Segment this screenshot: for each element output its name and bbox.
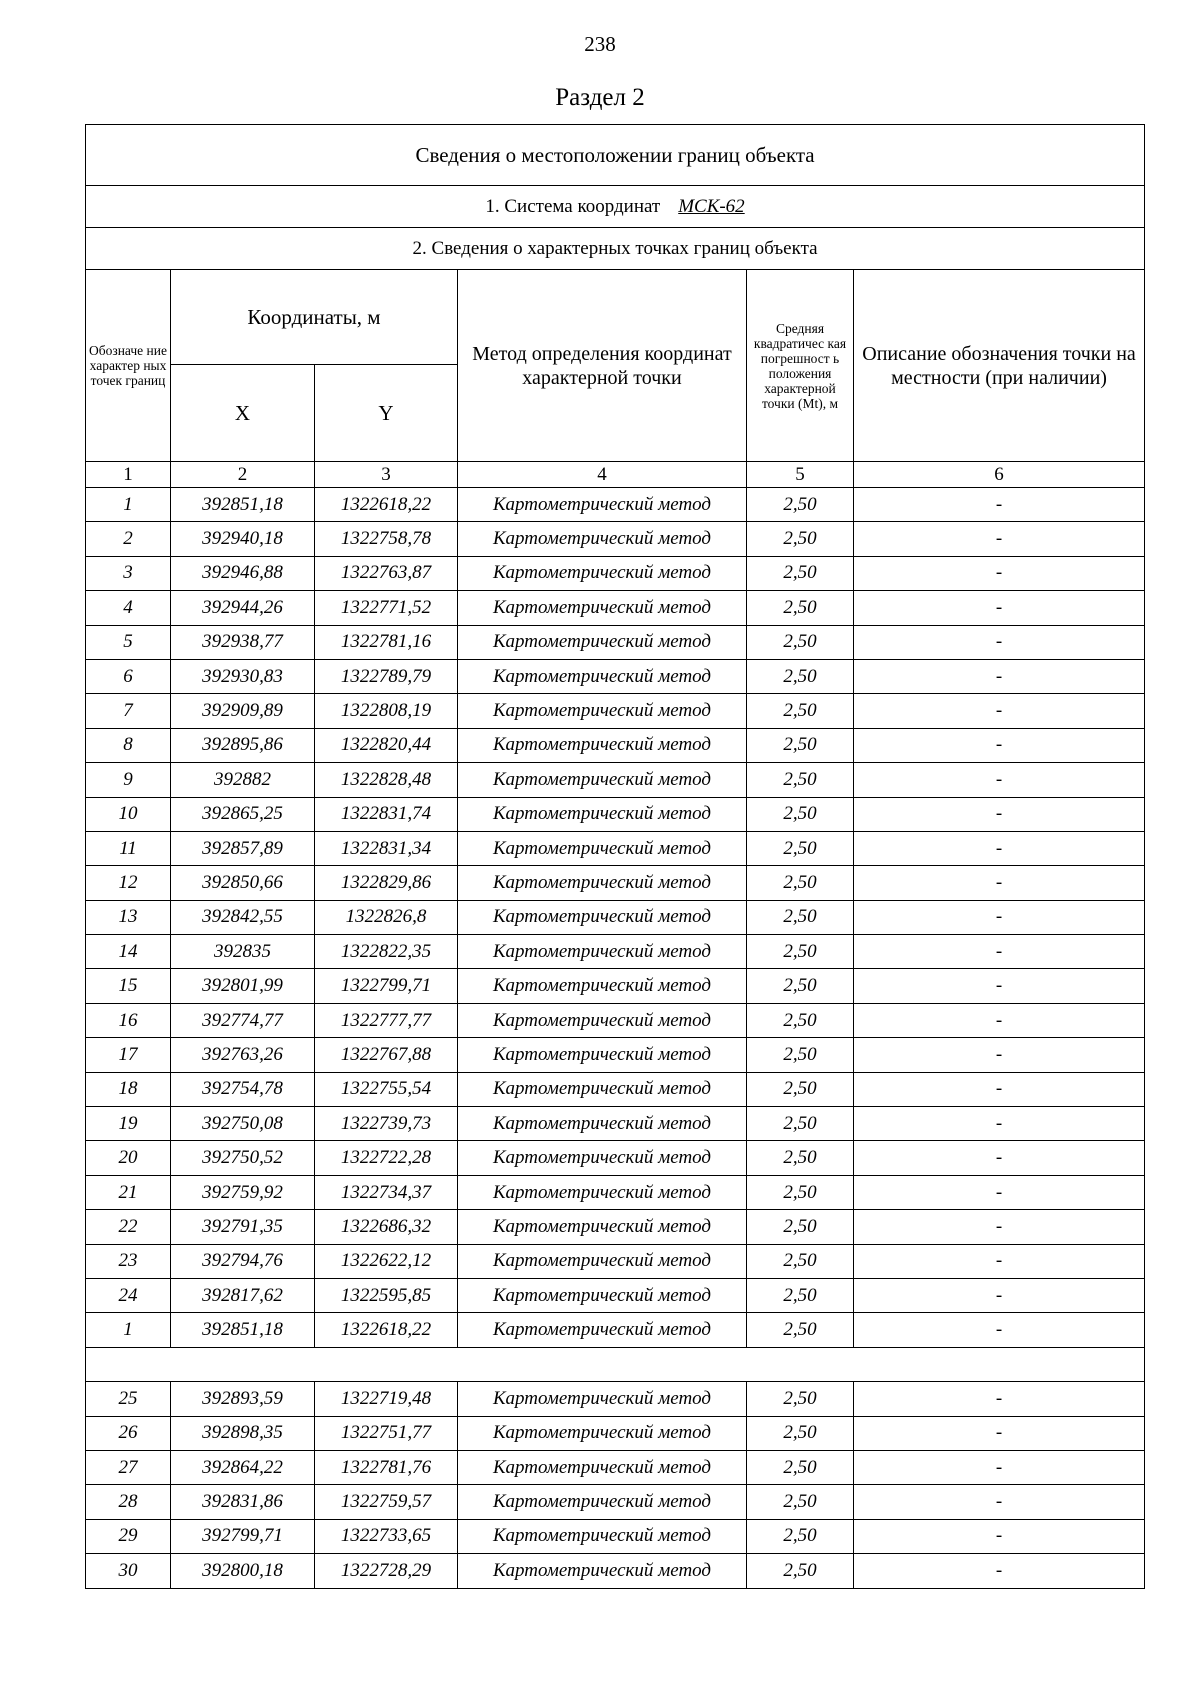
error-cell: 2,50 <box>747 522 854 556</box>
table-row <box>86 1554 1145 1588</box>
point-number-cell: 11 <box>86 831 171 865</box>
x-coordinate-cell: 392750,52 <box>171 1141 315 1175</box>
table-row <box>86 831 1145 865</box>
point-number-cell: 1 <box>86 488 171 522</box>
point-number-cell: 26 <box>86 1416 171 1450</box>
description-cell: - <box>854 797 1145 831</box>
point-number-cell: 24 <box>86 1278 171 1312</box>
method-cell: Картометрический метод <box>458 1313 747 1347</box>
point-number-cell: 29 <box>86 1519 171 1553</box>
description-cell: - <box>854 935 1145 969</box>
column-header-description: Описание обозначения точки на местности (при наличии) <box>854 270 1145 462</box>
error-cell: 2,50 <box>747 488 854 522</box>
method-cell: Картометрический метод <box>458 831 747 865</box>
x-coordinate-cell: 392940,18 <box>171 522 315 556</box>
y-coordinate-cell: 1322771,52 <box>315 591 458 625</box>
table-row <box>86 1072 1145 1106</box>
table-header <box>86 125 1145 488</box>
x-coordinate-cell: 392763,26 <box>171 1038 315 1072</box>
section-title: Раздел 2 <box>555 84 645 111</box>
y-coordinate-cell: 1322618,22 <box>315 1313 458 1347</box>
error-cell: 2,50 <box>747 1382 854 1416</box>
error-cell: 2,50 <box>747 625 854 659</box>
description-cell: - <box>854 488 1145 522</box>
x-coordinate-cell: 392750,08 <box>171 1107 315 1141</box>
x-coordinate-cell: 392817,62 <box>171 1278 315 1312</box>
error-cell: 2,50 <box>747 1485 854 1519</box>
point-number-cell: 4 <box>86 591 171 625</box>
y-coordinate-cell: 1322758,78 <box>315 522 458 556</box>
contour-separator-cell <box>86 1347 1145 1381</box>
description-cell: - <box>854 1210 1145 1244</box>
point-number-cell: 1 <box>86 1313 171 1347</box>
description-cell: - <box>854 763 1145 797</box>
error-cell: 2,50 <box>747 1107 854 1141</box>
error-cell: 2,50 <box>747 1278 854 1312</box>
y-coordinate-cell: 1322767,88 <box>315 1038 458 1072</box>
error-cell: 2,50 <box>747 1175 854 1209</box>
table-row <box>86 659 1145 693</box>
x-coordinate-cell: 392882 <box>171 763 315 797</box>
method-cell: Картометрический метод <box>458 1519 747 1553</box>
description-cell: - <box>854 1072 1145 1106</box>
description-cell: - <box>854 831 1145 865</box>
description-cell: - <box>854 1278 1145 1312</box>
x-coordinate-cell: 392944,26 <box>171 591 315 625</box>
method-cell: Картометрический метод <box>458 1003 747 1037</box>
description-cell: - <box>854 1141 1145 1175</box>
point-number-cell: 17 <box>86 1038 171 1072</box>
method-cell: Картометрический метод <box>458 1416 747 1450</box>
table-row <box>86 556 1145 590</box>
error-cell: 2,50 <box>747 1072 854 1106</box>
column-header-y: Y <box>315 365 458 462</box>
point-number-cell: 13 <box>86 900 171 934</box>
column-header-error: Средняя квадратичес кая погрешност ь положения характерной точки (Mt), м <box>747 270 854 462</box>
description-cell: - <box>854 556 1145 590</box>
point-number-cell: 30 <box>86 1554 171 1588</box>
column-number-row <box>86 462 1145 488</box>
column-number: 5 <box>747 462 854 488</box>
method-cell: Картометрический метод <box>458 1072 747 1106</box>
points-heading: 2. Сведения о характерных точках границ объекта <box>86 228 1145 270</box>
y-coordinate-cell: 1322719,48 <box>315 1382 458 1416</box>
x-coordinate-cell: 392774,77 <box>171 1003 315 1037</box>
error-cell: 2,50 <box>747 866 854 900</box>
y-coordinate-cell: 1322822,35 <box>315 935 458 969</box>
table-row <box>86 900 1145 934</box>
coordinate-system-label: 1. Система координат <box>485 195 661 217</box>
table-row <box>86 797 1145 831</box>
method-cell: Картометрический метод <box>458 728 747 762</box>
x-coordinate-cell: 392754,78 <box>171 1072 315 1106</box>
table-row <box>86 522 1145 556</box>
y-coordinate-cell: 1322595,85 <box>315 1278 458 1312</box>
table-row <box>86 488 1145 522</box>
table-row <box>86 694 1145 728</box>
error-cell: 2,50 <box>747 1416 854 1450</box>
table-row <box>86 1313 1145 1347</box>
method-cell: Картометрический метод <box>458 1485 747 1519</box>
page-number: 238 <box>584 32 616 56</box>
table-row <box>86 1416 1145 1450</box>
error-cell: 2,50 <box>747 556 854 590</box>
error-cell: 2,50 <box>747 1554 854 1588</box>
y-coordinate-cell: 1322722,28 <box>315 1141 458 1175</box>
point-number-cell: 9 <box>86 763 171 797</box>
y-coordinate-cell: 1322831,74 <box>315 797 458 831</box>
y-coordinate-cell: 1322686,32 <box>315 1210 458 1244</box>
point-number-cell: 27 <box>86 1450 171 1484</box>
error-cell: 2,50 <box>747 659 854 693</box>
table-row <box>86 1382 1145 1416</box>
x-coordinate-cell: 392842,55 <box>171 900 315 934</box>
column-number: 4 <box>458 462 747 488</box>
description-cell: - <box>854 1313 1145 1347</box>
coordinate-system-row <box>86 186 1145 228</box>
method-cell: Картометрический метод <box>458 1141 747 1175</box>
column-header-coordinates: Координаты, м <box>171 270 458 365</box>
x-coordinate-cell: 392799,71 <box>171 1519 315 1553</box>
table-row <box>86 1450 1145 1484</box>
x-coordinate-cell: 392857,89 <box>171 831 315 865</box>
point-number-cell: 7 <box>86 694 171 728</box>
y-coordinate-cell: 1322777,77 <box>315 1003 458 1037</box>
point-number-cell: 15 <box>86 969 171 1003</box>
error-cell: 2,50 <box>747 1003 854 1037</box>
error-cell: 2,50 <box>747 935 854 969</box>
description-cell: - <box>854 900 1145 934</box>
x-coordinate-cell: 392895,86 <box>171 728 315 762</box>
y-coordinate-cell: 1322733,65 <box>315 1519 458 1553</box>
x-coordinate-cell: 392831,86 <box>171 1485 315 1519</box>
table-row <box>86 969 1145 1003</box>
point-number-cell: 20 <box>86 1141 171 1175</box>
method-cell: Картометрический метод <box>458 935 747 969</box>
x-coordinate-cell: 392865,25 <box>171 797 315 831</box>
y-coordinate-cell: 1322831,34 <box>315 831 458 865</box>
coordinate-system-value: МСК-62 <box>678 195 745 217</box>
column-number: 3 <box>315 462 458 488</box>
y-coordinate-cell: 1322828,48 <box>315 763 458 797</box>
method-cell: Картометрический метод <box>458 625 747 659</box>
table-row <box>86 866 1145 900</box>
error-cell: 2,50 <box>747 797 854 831</box>
point-number-cell: 12 <box>86 866 171 900</box>
x-coordinate-cell: 392850,66 <box>171 866 315 900</box>
table-row <box>86 1210 1145 1244</box>
description-cell: - <box>854 1003 1145 1037</box>
description-cell: - <box>854 659 1145 693</box>
point-number-cell: 3 <box>86 556 171 590</box>
x-coordinate-cell: 392851,18 <box>171 488 315 522</box>
method-cell: Картометрический метод <box>458 900 747 934</box>
point-number-cell: 5 <box>86 625 171 659</box>
x-coordinate-cell: 392930,83 <box>171 659 315 693</box>
method-cell: Картометрический метод <box>458 1278 747 1312</box>
y-coordinate-cell: 1322755,54 <box>315 1072 458 1106</box>
error-cell: 2,50 <box>747 831 854 865</box>
point-number-cell: 25 <box>86 1382 171 1416</box>
y-coordinate-cell: 1322829,86 <box>315 866 458 900</box>
table-row <box>86 1519 1145 1553</box>
description-cell: - <box>854 625 1145 659</box>
error-cell: 2,50 <box>747 728 854 762</box>
contour-separator <box>86 1347 1145 1381</box>
description-cell: - <box>854 866 1145 900</box>
y-coordinate-cell: 1322622,12 <box>315 1244 458 1278</box>
y-coordinate-cell: 1322781,76 <box>315 1450 458 1484</box>
point-number-cell: 8 <box>86 728 171 762</box>
method-cell: Картометрический метод <box>458 969 747 1003</box>
table-heading: Сведения о местоположении границ объекта <box>86 125 1145 186</box>
table-row <box>86 763 1145 797</box>
table-row <box>86 1278 1145 1312</box>
point-number-cell: 18 <box>86 1072 171 1106</box>
y-coordinate-cell: 1322734,37 <box>315 1175 458 1209</box>
error-cell: 2,50 <box>747 1141 854 1175</box>
x-coordinate-cell: 392791,35 <box>171 1210 315 1244</box>
point-number-cell: 19 <box>86 1107 171 1141</box>
method-cell: Картометрический метод <box>458 694 747 728</box>
error-cell: 2,50 <box>747 1244 854 1278</box>
point-number-cell: 21 <box>86 1175 171 1209</box>
method-cell: Картометрический метод <box>458 1244 747 1278</box>
y-coordinate-cell: 1322820,44 <box>315 728 458 762</box>
method-cell: Картометрический метод <box>458 1038 747 1072</box>
description-cell: - <box>854 1450 1145 1484</box>
x-coordinate-cell: 392800,18 <box>171 1554 315 1588</box>
description-cell: - <box>854 1416 1145 1450</box>
description-cell: - <box>854 1519 1145 1553</box>
x-coordinate-cell: 392898,35 <box>171 1416 315 1450</box>
y-coordinate-cell: 1322759,57 <box>315 1485 458 1519</box>
method-cell: Картометрический метод <box>458 1554 747 1588</box>
x-coordinate-cell: 392835 <box>171 935 315 969</box>
table-row <box>86 935 1145 969</box>
column-number: 2 <box>171 462 315 488</box>
table-row <box>86 1175 1145 1209</box>
description-cell: - <box>854 1107 1145 1141</box>
description-cell: - <box>854 1038 1145 1072</box>
description-cell: - <box>854 728 1145 762</box>
error-cell: 2,50 <box>747 1519 854 1553</box>
boundary-points-table <box>85 124 1145 1589</box>
column-header-designation: Обозначе ние характер ных точек границ <box>86 270 171 462</box>
error-cell: 2,50 <box>747 1210 854 1244</box>
method-cell: Картометрический метод <box>458 1450 747 1484</box>
method-cell: Картометрический метод <box>458 1382 747 1416</box>
description-cell: - <box>854 1244 1145 1278</box>
point-number-cell: 16 <box>86 1003 171 1037</box>
y-coordinate-cell: 1322799,71 <box>315 969 458 1003</box>
y-coordinate-cell: 1322728,29 <box>315 1554 458 1588</box>
points-body <box>86 488 1145 1589</box>
method-cell: Картометрический метод <box>458 763 747 797</box>
table-row <box>86 591 1145 625</box>
point-number-cell: 22 <box>86 1210 171 1244</box>
point-number-cell: 10 <box>86 797 171 831</box>
method-cell: Картометрический метод <box>458 866 747 900</box>
y-coordinate-cell: 1322751,77 <box>315 1416 458 1450</box>
error-cell: 2,50 <box>747 1313 854 1347</box>
column-number: 6 <box>854 462 1145 488</box>
description-cell: - <box>854 969 1145 1003</box>
table-row <box>86 1038 1145 1072</box>
point-number-cell: 28 <box>86 1485 171 1519</box>
y-coordinate-cell: 1322739,73 <box>315 1107 458 1141</box>
x-coordinate-cell: 392909,89 <box>171 694 315 728</box>
y-coordinate-cell: 1322826,8 <box>315 900 458 934</box>
error-cell: 2,50 <box>747 763 854 797</box>
error-cell: 2,50 <box>747 900 854 934</box>
description-cell: - <box>854 1382 1145 1416</box>
method-cell: Картометрический метод <box>458 659 747 693</box>
description-cell: - <box>854 522 1145 556</box>
method-cell: Картометрический метод <box>458 797 747 831</box>
x-coordinate-cell: 392864,22 <box>171 1450 315 1484</box>
x-coordinate-cell: 392851,18 <box>171 1313 315 1347</box>
description-cell: - <box>854 1175 1145 1209</box>
error-cell: 2,50 <box>747 591 854 625</box>
y-coordinate-cell: 1322763,87 <box>315 556 458 590</box>
method-cell: Картометрический метод <box>458 1210 747 1244</box>
method-cell: Картометрический метод <box>458 1107 747 1141</box>
point-number-cell: 23 <box>86 1244 171 1278</box>
y-coordinate-cell: 1322808,19 <box>315 694 458 728</box>
column-header-method: Метод определения координат характерной точки <box>458 270 747 462</box>
error-cell: 2,50 <box>747 969 854 1003</box>
method-cell: Картометрический метод <box>458 522 747 556</box>
table-row <box>86 1107 1145 1141</box>
table-row <box>86 1003 1145 1037</box>
y-coordinate-cell: 1322618,22 <box>315 488 458 522</box>
method-cell: Картометрический метод <box>458 1175 747 1209</box>
error-cell: 2,50 <box>747 694 854 728</box>
description-cell: - <box>854 1554 1145 1588</box>
table-row <box>86 728 1145 762</box>
x-coordinate-cell: 392801,99 <box>171 969 315 1003</box>
y-coordinate-cell: 1322781,16 <box>315 625 458 659</box>
description-cell: - <box>854 694 1145 728</box>
column-header-x: X <box>171 365 315 462</box>
point-number-cell: 14 <box>86 935 171 969</box>
table-row <box>86 625 1145 659</box>
method-cell: Картометрический метод <box>458 591 747 625</box>
x-coordinate-cell: 392759,92 <box>171 1175 315 1209</box>
x-coordinate-cell: 392794,76 <box>171 1244 315 1278</box>
method-cell: Картометрический метод <box>458 488 747 522</box>
description-cell: - <box>854 591 1145 625</box>
x-coordinate-cell: 392946,88 <box>171 556 315 590</box>
y-coordinate-cell: 1322789,79 <box>315 659 458 693</box>
column-number: 1 <box>86 462 171 488</box>
table-row <box>86 1244 1145 1278</box>
description-cell: - <box>854 1485 1145 1519</box>
table-row <box>86 1141 1145 1175</box>
error-cell: 2,50 <box>747 1450 854 1484</box>
method-cell: Картометрический метод <box>458 556 747 590</box>
point-number-cell: 6 <box>86 659 171 693</box>
error-cell: 2,50 <box>747 1038 854 1072</box>
x-coordinate-cell: 392938,77 <box>171 625 315 659</box>
x-coordinate-cell: 392893,59 <box>171 1382 315 1416</box>
point-number-cell: 2 <box>86 522 171 556</box>
table-row <box>86 1485 1145 1519</box>
